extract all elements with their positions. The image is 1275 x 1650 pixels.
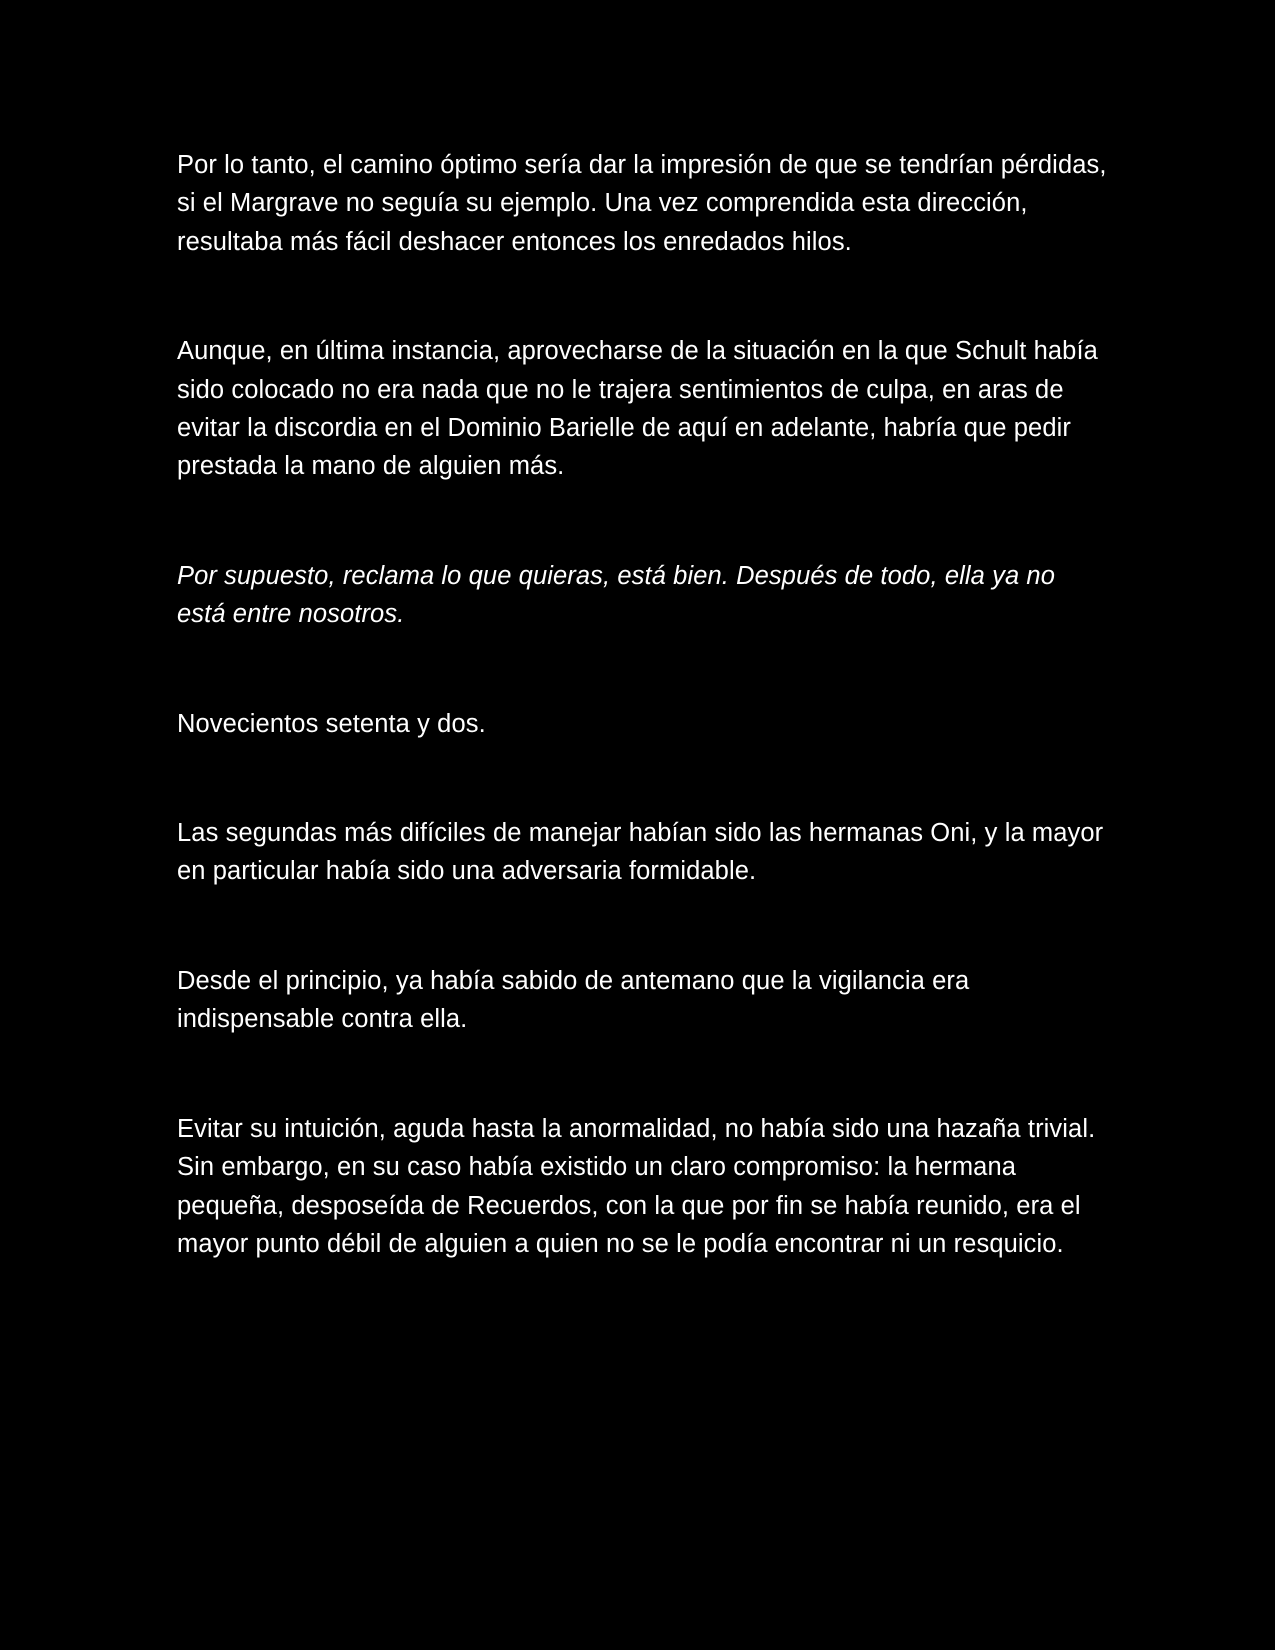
paragraph-7: Evitar su intuición, aguda hasta la anormalidad, no había sido una hazaña trivial. Sin embargo, en su caso había existido un claro compromiso: la hermana pequeña, desposeída de Recuerdos, con la que por fin se había reunido, era el mayor punto débil de alguien a quien no se le podía encontrar ni un resquicio. <box>177 1114 1096 1258</box>
paragraph-1: Por lo tanto, el camino óptimo sería dar la impresión de que se tendrían pérdidas, si el Margrave no seguía su ejemplo. Una vez comprendida esta dirección, resultaba más fácil deshacer entonces los enredados hilos. <box>177 151 1107 256</box>
paragraph-4: Novecientos setenta y dos. <box>177 709 486 738</box>
paragraph-5: Las segundas más difíciles de manejar habían sido las hermanas Oni, y la mayor en particular había sido una adversaria formidable. <box>177 819 1104 886</box>
paragraph-6: Desde el principio, ya había sabido de antemano que la vigilancia era indispensable contra ella. <box>177 966 970 1034</box>
paragraph-3-italic-quote: Por supuesto, reclama lo que quieras, está bien. Después de todo, ella ya no está entre nosotros. <box>177 561 1055 629</box>
paragraph-2: Aunque, en última instancia, aprovecharse de la situación en la que Schult había sido colocado no era nada que no le trajera sentimientos de culpa, en aras de evitar la discordia en el Dominio Barielle de aquí en adelante, habría que pedir prestada la mano de alguien más. <box>177 337 1098 481</box>
text-column <box>177 146 1107 1334</box>
